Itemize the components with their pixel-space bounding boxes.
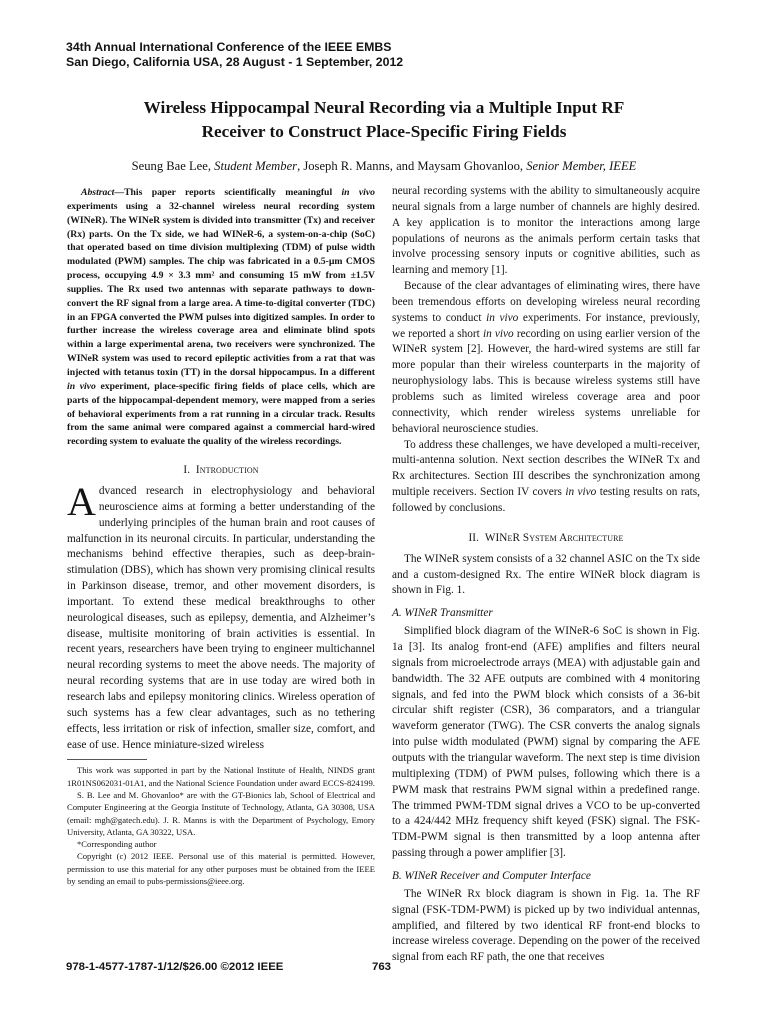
title-line-1: Wireless Hippocampal Neural Recording via a Multiple Input RF [143,98,625,117]
footnote-corresponding: *Corresponding author [77,839,157,850]
author-1-role: Student Member [214,159,298,173]
p2-em-1: in vivo [486,311,519,324]
abstract-text-1: This paper reports scientifically meaningful [124,187,342,198]
p2-text-b: experiments. For instance, previously, we reported a short [392,311,700,340]
left-column [67,186,375,887]
conference-location: San Diego, California USA, 28 August - 1 September, 2012 [66,54,404,69]
p3-text-a: To address these challenges, we have developed a multi-receiver, multi-antenna solution. Next section describes the WINeR Tx and Rx architectures. Section III describes the synchronization among multiple receivers. Section IV covers [392,438,700,499]
p3-text-b: testing results on rats, followed by conclusions. [392,486,700,514]
p2-text-c: recording on using earlier version of the WINeR system [2]. However, the hard-wired systems are still far more popular than their wireless counterparts in the majority of neurophysiology labs. This is because wireless systems still have problems such as limited wireless coverage area and poor connectivity, which render wireless systems unreliable for behavioral neuroscience studies. [392,327,700,435]
section-2-number: II. [468,531,480,544]
architecture-paragraph: The WINeR system consists of a 32 channel ASIC on the Tx side and a custom-designed Rx. The entire WINeR block diagram is shown in Fig. 1. [392,552,700,597]
author-3-role: Senior Member, IEEE [526,159,637,173]
section-heading-introduction [67,462,375,478]
title-line-2: Receiver to Construct Place-Specific Firing Fields [201,122,567,141]
p2-text-a: Because of the clear advantages of eliminating wires, there have been tremendous efforts on developing wireless neural recording systems to conduct [392,280,700,324]
author-1: Seung Bae Lee, [131,159,212,173]
p2-em-2: in vivo [482,327,514,340]
subsection-transmitter: A. WINeR Transmitter [392,607,493,620]
section-number: I. [183,464,191,477]
abstract-em-1: in vivo [341,187,375,198]
right-paragraph-3 [392,438,700,517]
abstract-em-2: in vivo [67,380,96,392]
intro-text: dvanced research in electrophysiology and behavioral neuroscience aims at forming a better understanding of the underlying principles of the human brain and root causes of malfunction in its neuronal circuits. In particular, understanding the mechanisms behind effective therapies, such as deep-brain-stimulation (DBS), which has shown very promising clinical results in Parkinson disease, tremor, and other movement disorders, is important. To extend these medical breakthroughs to other neurological diseases, such as epilepsy, dementia, and Alzheimer’s disease, multisite monitoring of brain activities is essential. In recent years, researchers have been trying to engineer multichannel neural recording systems to meet the above needs. The majority of neural recording systems that are in use today are wired both in research labs and epilepsy monitoring clinics. Wireless operation of such systems has a few clear advantages, such as no tethering effects, less irritation or risk of infection, smaller size, comfort, and ease of use. Hence miniature-sized wireless [67,485,375,751]
section-2-title: WINeR System Architecture [484,531,624,544]
abstract-text-3: experiment, place-specific firing fields of place cells, which are parts of the hippocampal-dependent memory, were mapped from a series of behavioral experiments from a rat running in a circular track. Results from the same animal were compared against a commercial hard-wired recording system to evaluate the quality of the wireless recordings. [67,380,375,448]
author-2-3: , Joseph R. Manns, and Maysam Ghovanloo, [297,159,524,173]
footnote-rule [67,759,147,760]
footnote-copyright: Copyright (c) 2012 IEEE. Personal use of this material is permitted. However, permission to use this material for any other purposes must be obtained from the IEEE by sending an email to pubs-permissions@ieee.org. [67,851,375,887]
right-paragraph-1: neural recording systems with the ability to simultaneously acquire neural signals from a large number of channels are highly desired. A key application is to monitor the interactions among large populations of neurons as the animals perform certain tasks that involve processing sensory inputs or cognitive abilities, such as learning and memory [1]. [392,185,700,277]
section-heading-architecture [392,530,700,546]
subsection-receiver: B. WINeR Receiver and Computer Interface [392,869,591,882]
footnote-affiliations: S. B. Lee and M. Ghovanloo* are with the GT-Bionics lab, School of Electrical and Computer Engineering at the Georgia Institute of Technology, Atlanta, GA 30308, USA (email: mgh@gatech.edu). J. R. Manns is with the Department of Psychology, Emory University, Atlanta, GA 30322, USA. [67,789,375,837]
abstract-dash: — [114,187,125,198]
section-title: Introduction [195,464,259,477]
abstract-text-2: experiments using a 32-channel wireless neural recording system (WINeR). The WINeR system is divided into transmitter (Tx) and receiver (Rx) parts. On the Tx side, we had WINeR-6, a system-on-a-chip (SoC) that operated based on time division multiplexing (TDM) of pulse width modulated (PWM) samples. The chip was fabricated in a 0.5-µm CMOS process, occupying 4.9 × 3.3 mm² and consuming 15 mW from ±1.5V supplies. The Rx used two antennas with separate pathways to down-convert the RF signal from a large area. A time-to-digital converter (TDC) in an FPGA converted the PWM pulses into digitized samples. In order to further increase the wireless coverage area and eliminate blind spots within a large experimental arena, two receivers were synchronized. The WINeR system was used to record epileptic activities from a rat that was injected with tetanus toxin (TT) in the dorsal hippocampus. In a different [67,200,375,378]
right-paragraph-2 [392,279,700,437]
isbn-footer: 978-1-4577-1787-1/12/$26.00 ©2012 IEEE [66,961,284,973]
author-list [60,158,708,174]
footnote-funding: This work was supported in part by the National Institute of Health, NINDS grant 1R01NS062031-01A1, and the National Science Foundation under award ECCS-824199. [67,765,375,788]
page-number: 763 [372,961,392,973]
paper-title [60,96,708,144]
intro-paragraph [67,479,375,753]
receiver-paragraph: The WINeR Rx block diagram is shown in Fig. 1a. The RF signal (FSK-TDM-PWM) is picked up by two individual antennas, amplified, and filtered by two identical RF front-end blocks to increase wireless coverage. Depending on the power of the received signal from each RF path, the one that receives [392,887,700,964]
abstract-label: Abstract [81,187,115,198]
conference-name: 34th Annual International Conference of the IEEE EMBS [66,40,392,54]
transmitter-paragraph: Simplified block diagram of the WINeR-6 SoC is shown in Fig. 1a [3]. Its analog front-end (AFE) amplifies and filters neural signals from microelectrode arrays (MEA) with adjustable gain and bandwidth. The 32 AFE outputs are combined with 4 monitoring signals, and fed into the PWM block which consists of a 36-bit circular shift register (CSR), 36 comparators, and a triangular waveform generator (TWG). The CSR converts the analog signals into pulse width modulated (PWM) signal by comparing the AFE outputs with the triangular waveform. The next step is time division multiplexing (TDM) of PWM pulses, following which there is a PWM mask that restrains PWM signal within a predefined range. The trimmed PWM-TDM signal drives a VCO to be up-converted to a 424/442 MHz frequency shift keyed (FSK) signal. The FSK-TDM-PWM signal is then transmitted by a loop antenna after passing through a power amplifier [3]. [392,625,700,860]
drop-cap: A [67,479,96,525]
abstract [67,186,375,449]
conference-header [66,40,706,69]
p3-em: in vivo [565,486,597,499]
right-column [392,184,700,966]
